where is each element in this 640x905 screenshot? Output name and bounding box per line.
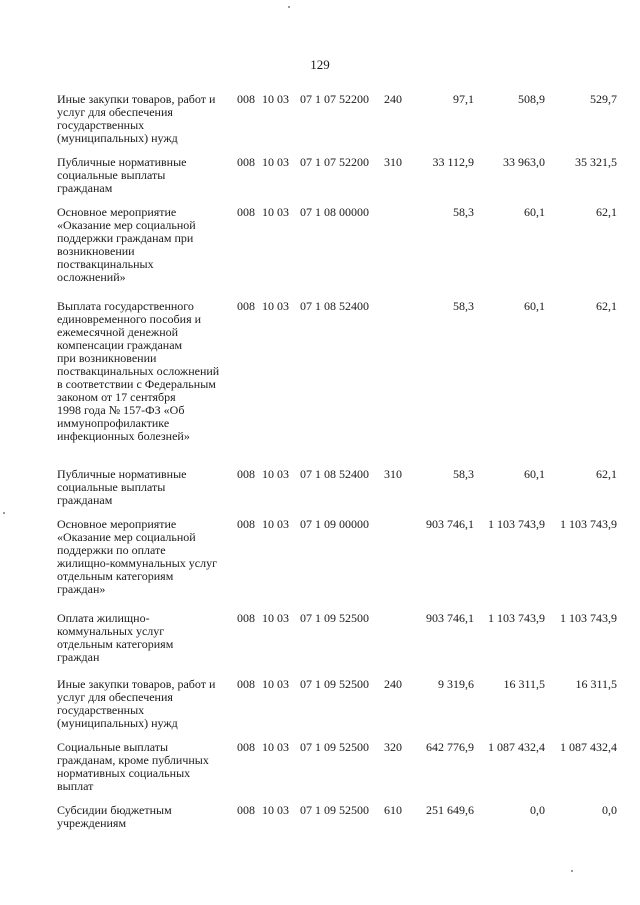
target-code: 07 1 07 52200	[300, 92, 369, 106]
amount-year-2: 508,9	[518, 92, 545, 106]
admin-code: 008	[237, 611, 255, 625]
row-name: Оплата жилищно- коммунальных услуг отдельным категориям граждан	[57, 611, 174, 664]
amount-year-1: 33 112,9	[432, 155, 474, 169]
amount-year-1: 9 319,6	[438, 677, 474, 691]
section-code: 10 03	[262, 803, 289, 817]
amount-year-3: 35 321,5	[575, 155, 617, 169]
admin-code: 008	[237, 155, 255, 169]
row-name: Иные закупки товаров, работ и услуг для обеспечения государственных (муниципальных) нужд	[57, 92, 216, 145]
expense-type-code: 310	[384, 467, 402, 481]
expense-type-code: 610	[384, 803, 402, 817]
amount-year-2: 60,1	[524, 467, 545, 481]
page-number: 129	[310, 57, 330, 72]
amount-year-2: 1 087 432,4	[488, 740, 545, 754]
amount-year-3: 1 103 743,9	[560, 611, 617, 625]
section-code: 10 03	[262, 467, 289, 481]
amount-year-3: 62,1	[596, 299, 617, 313]
admin-code: 008	[237, 677, 255, 691]
section-code: 10 03	[262, 677, 289, 691]
row-name: Социальные выплаты гражданам, кроме публичных нормативных социальных выплат	[57, 740, 209, 793]
amount-year-2: 16 311,5	[503, 677, 545, 691]
amount-year-2: 0,0	[530, 803, 545, 817]
row-name: Публичные нормативные социальные выплаты гражданам	[57, 467, 187, 507]
target-code: 07 1 08 52400	[300, 299, 369, 313]
amount-year-1: 642 776,9	[426, 740, 474, 754]
admin-code: 008	[237, 517, 255, 531]
admin-code: 008	[237, 803, 255, 817]
row-name: Публичные нормативные социальные выплаты гражданам	[57, 155, 187, 195]
row-name: Субсидии бюджетным учреждениям	[57, 803, 172, 830]
section-code: 10 03	[262, 611, 289, 625]
amount-year-2: 60,1	[524, 299, 545, 313]
amount-year-1: 97,1	[453, 92, 474, 106]
section-code: 10 03	[262, 740, 289, 754]
target-code: 07 1 08 00000	[300, 205, 369, 219]
amount-year-1: 903 746,1	[426, 517, 474, 531]
amount-year-3: 0,0	[602, 803, 617, 817]
target-code: 07 1 09 52500	[300, 611, 369, 625]
amount-year-2: 1 103 743,9	[488, 517, 545, 531]
expense-type-code: 310	[384, 155, 402, 169]
amount-year-1: 58,3	[453, 299, 474, 313]
expense-type-code: 240	[384, 92, 402, 106]
row-name: Основное мероприятие «Оказание мер социальной поддержки гражданам при возникновении поствакцинальных осложнений»	[57, 205, 196, 284]
amount-year-3: 1 103 743,9	[560, 517, 617, 531]
amount-year-2: 60,1	[524, 205, 545, 219]
section-code: 10 03	[262, 155, 289, 169]
row-name: Выплата государственного единовременного пособия и ежемесячной денежной компенсации гражданам при возникновении поствакцинальных осложнений в соответствии с Федеральным законом от 17 сентября 1998 года № 157-ФЗ «Об иммунопрофилактике инфекционных болезней»	[57, 299, 220, 443]
row-name: Иные закупки товаров, работ и услуг для обеспечения государственных (муниципальных) нужд	[57, 677, 216, 730]
scan-speck	[288, 6, 290, 8]
target-code: 07 1 09 00000	[300, 517, 369, 531]
expense-type-code: 320	[384, 740, 402, 754]
scan-speck	[3, 512, 5, 514]
admin-code: 008	[237, 205, 255, 219]
row-name: Основное мероприятие «Оказание мер социальной поддержки по оплате жилищно-коммунальных услуг отдельным категориям граждан»	[57, 517, 217, 596]
amount-year-3: 62,1	[596, 205, 617, 219]
admin-code: 008	[237, 467, 255, 481]
section-code: 10 03	[262, 517, 289, 531]
admin-code: 008	[237, 740, 255, 754]
scan-speck	[571, 870, 573, 872]
expense-type-code: 240	[384, 677, 402, 691]
amount-year-1: 251 649,6	[426, 803, 474, 817]
amount-year-1: 58,3	[453, 205, 474, 219]
section-code: 10 03	[262, 92, 289, 106]
target-code: 07 1 09 52500	[300, 803, 369, 817]
section-code: 10 03	[262, 205, 289, 219]
amount-year-2: 33 963,0	[503, 155, 545, 169]
target-code: 07 1 09 52500	[300, 740, 369, 754]
amount-year-3: 62,1	[596, 467, 617, 481]
section-code: 10 03	[262, 299, 289, 313]
admin-code: 008	[237, 299, 255, 313]
target-code: 07 1 07 52200	[300, 155, 369, 169]
target-code: 07 1 09 52500	[300, 677, 369, 691]
amount-year-1: 903 746,1	[426, 611, 474, 625]
amount-year-3: 529,7	[590, 92, 617, 106]
admin-code: 008	[237, 92, 255, 106]
amount-year-3: 1 087 432,4	[560, 740, 617, 754]
amount-year-2: 1 103 743,9	[488, 611, 545, 625]
amount-year-1: 58,3	[453, 467, 474, 481]
target-code: 07 1 08 52400	[300, 467, 369, 481]
amount-year-3: 16 311,5	[575, 677, 617, 691]
